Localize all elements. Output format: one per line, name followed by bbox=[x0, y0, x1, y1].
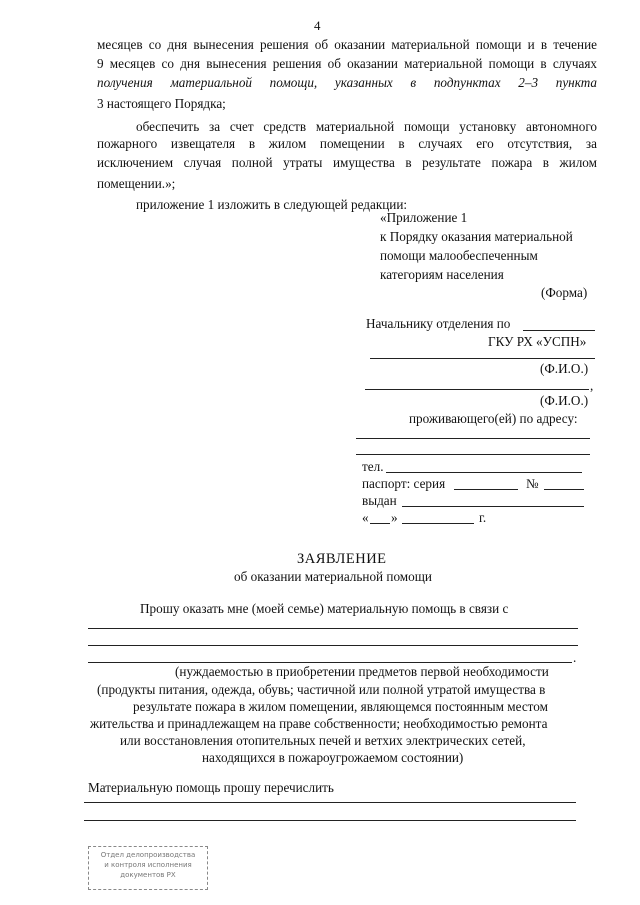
fio-comma: , bbox=[590, 378, 594, 393]
passport-series-label: паспорт: серия bbox=[362, 476, 446, 491]
form-label: (Форма) bbox=[541, 285, 588, 300]
reason-line-2 bbox=[88, 645, 578, 646]
phone-line bbox=[386, 472, 582, 473]
addressee-prefix: Начальнику отделения по bbox=[366, 316, 511, 331]
passport-number-label: № bbox=[526, 476, 539, 491]
para2-line1: обеспечить за счет средств материальной помощи установку автономного bbox=[136, 119, 597, 134]
passport-number-line bbox=[544, 489, 584, 490]
department-blank-line bbox=[523, 330, 595, 331]
para1-line2: 9 месяцев со дня вынесения решения об оказании материальной помощи в случаях bbox=[97, 56, 597, 71]
stamp-line-3: документов РХ bbox=[120, 871, 176, 879]
registration-stamp bbox=[88, 846, 208, 890]
note-line1: (нуждаемостью в приобретении предметов первой необходимости bbox=[175, 664, 549, 679]
stamp-line-2: и контроля исполнения bbox=[104, 861, 192, 869]
page-number: 4 bbox=[314, 18, 321, 33]
date-open-quote: « bbox=[362, 510, 369, 525]
transfer-line-1 bbox=[84, 802, 576, 803]
fio-label-2: (Ф.И.О.) bbox=[540, 393, 589, 408]
organization-name: ГКУ РХ «УСПН» bbox=[488, 334, 587, 349]
address-line-1 bbox=[356, 438, 590, 439]
para1-line1: месяцев со дня вынесения решения об оказании материальной помощи и в течение bbox=[97, 37, 597, 52]
statement-title: ЗАЯВЛЕНИЕ bbox=[297, 551, 387, 567]
date-day-line bbox=[370, 523, 390, 524]
fio-label-1: (Ф.И.О.) bbox=[540, 361, 589, 376]
para2-line3: исключением случая полной утраты имущества в результате пожара в жилом bbox=[97, 155, 597, 170]
date-year-label: г. bbox=[479, 510, 487, 525]
stamp-line-1: Отдел делопроизводства bbox=[100, 851, 196, 859]
appendix-line3: помощи малообеспеченным bbox=[380, 248, 538, 263]
statement-request: Прошу оказать мне (моей семье) материальную помощь в связи с bbox=[140, 601, 509, 616]
issued-label: выдан bbox=[362, 493, 397, 508]
date-close-quote: » bbox=[391, 510, 398, 525]
issued-line bbox=[402, 506, 584, 507]
date-month-line bbox=[402, 523, 474, 524]
note-line5: или восстановления отопительных печей и ветхих электрических сетей, bbox=[120, 733, 526, 748]
statement-subtitle: об оказании материальной помощи bbox=[234, 569, 432, 584]
note-line2: (продукты питания, одежда, обувь; частичной или полной утратой имущества в bbox=[97, 682, 546, 697]
appendix-line4: категориям населения bbox=[380, 267, 504, 282]
address-line-2 bbox=[356, 454, 590, 455]
appendix-line1: «Приложение 1 bbox=[380, 210, 468, 225]
para1-line3: получения материальной помощи, указанных в подпунктах 2–3 пункта bbox=[97, 75, 597, 90]
transfer-line-2 bbox=[84, 820, 576, 821]
living-at-address: проживающего(ей) по адресу: bbox=[409, 411, 578, 426]
passport-series-line bbox=[454, 489, 518, 490]
para3: приложение 1 изложить в следующей редакции: bbox=[136, 197, 408, 212]
para2-line4: помещении.»; bbox=[97, 176, 176, 191]
reason-period: . bbox=[573, 650, 577, 665]
para2-line2: пожарного извещателя в жилом помещении в случаях его отсутствия, за bbox=[97, 136, 597, 151]
phone-label: тел. bbox=[362, 459, 384, 474]
note-line6: находящихся в пожароугрожаемом состоянии) bbox=[202, 750, 464, 765]
appendix-line2: к Порядку оказания материальной bbox=[380, 229, 573, 244]
fio-line-2 bbox=[365, 389, 589, 390]
para1-line4: 3 настоящего Порядка; bbox=[97, 96, 226, 111]
note-line4: жительства и принадлежащем на праве собственности; необходимостью ремонта bbox=[90, 716, 548, 731]
reason-line-1 bbox=[88, 628, 578, 629]
transfer-label: Материальную помощь прошу перечислить bbox=[88, 780, 334, 795]
note-line3: результате пожара в жилом помещении, являющемся постоянным местом bbox=[133, 699, 548, 714]
